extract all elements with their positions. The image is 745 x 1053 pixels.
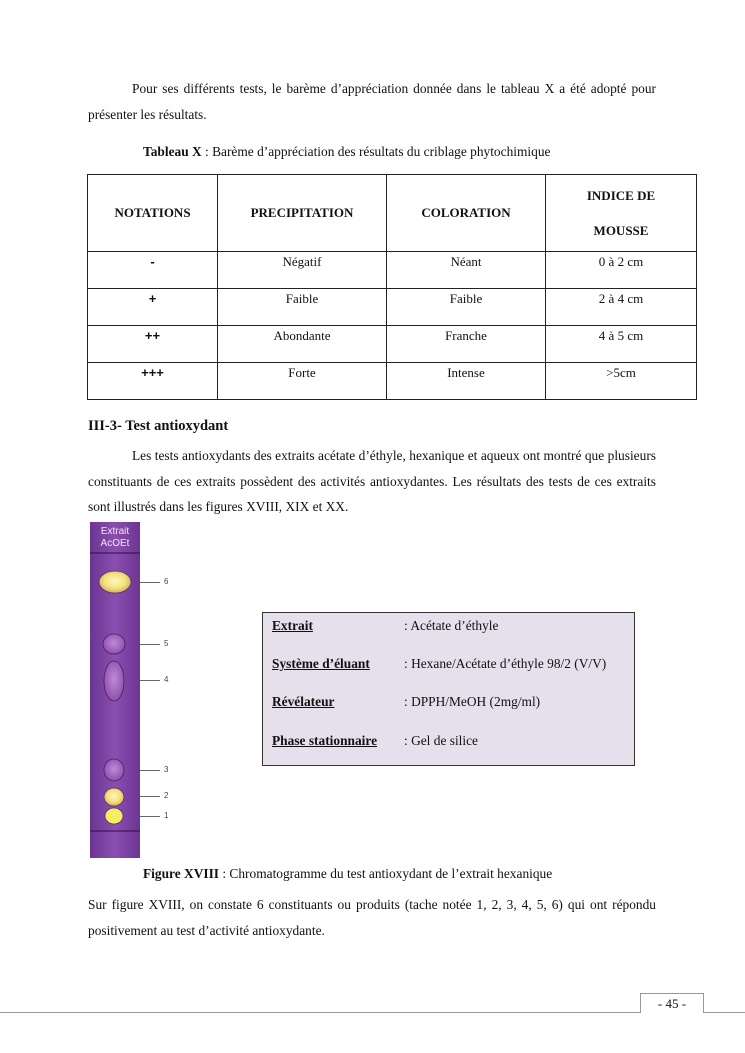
- spot-number-3: 3: [164, 765, 169, 774]
- spot-number-6: 6: [164, 577, 169, 586]
- spot-number-4: 4: [164, 675, 169, 684]
- info-key: Révélateur: [272, 694, 335, 709]
- cell-mousse: 2 à 4 cm: [546, 289, 697, 326]
- page-number: - 45 -: [640, 993, 704, 1013]
- spot-2: [104, 788, 124, 806]
- table-header-row: [88, 175, 697, 252]
- spot-6: [99, 571, 131, 593]
- info-key: Phase stationnaire: [272, 733, 378, 748]
- cell-coloration: Franche: [387, 326, 546, 363]
- cell-notation: -: [88, 252, 218, 289]
- intro-paragraph: Pour ses différents tests, le barème d’appréciation donnée dans le tableau X a été adopté pour présenter les résultats.: [88, 81, 656, 122]
- header-coloration: COLORATION: [387, 175, 546, 252]
- info-key: Système d’éluant: [272, 656, 370, 671]
- cell-coloration: Faible: [387, 289, 546, 326]
- info-value: : DPPH/MeOH (2mg/ml): [404, 694, 541, 709]
- spot-1: [105, 808, 123, 824]
- section-heading: III-3- Test antioxydant: [88, 418, 229, 434]
- cell-precipitation: Négatif: [218, 252, 387, 289]
- cell-mousse: >5cm: [546, 363, 697, 400]
- tlc-plate-image: [90, 522, 140, 858]
- table-row: [88, 252, 697, 289]
- plate-label-line2: AcOEt: [100, 538, 130, 549]
- tlc-spot-labels: [140, 522, 180, 858]
- tick-1: [140, 816, 160, 817]
- figure-caption-label: Figure XVIII: [143, 866, 220, 881]
- table-caption: [143, 144, 550, 160]
- spot-4: [104, 661, 124, 701]
- figure-caption-text: : Chromatogramme du test antioxydant de l’extrait hexanique: [219, 866, 553, 881]
- cell-precipitation: Faible: [218, 289, 387, 326]
- cell-precipitation: Forte: [218, 363, 387, 400]
- cell-notation: +: [88, 289, 218, 326]
- conclusion-paragraph: Sur figure XVIII, on constate 6 constituants ou produits (tache notée 1, 2, 3, 4, 5, 6) qui ont répondu positivement au test d’activité antioxydante.: [88, 897, 656, 938]
- table-caption-label: Tableau X: [143, 144, 202, 159]
- header-precipitation: PRECIPITATION: [218, 175, 387, 252]
- cell-mousse: 4 à 5 cm: [546, 326, 697, 363]
- spot-number-5: 5: [164, 639, 169, 648]
- figure-caption: [143, 866, 552, 882]
- cell-notation: +++: [88, 363, 218, 400]
- cell-coloration: Néant: [387, 252, 546, 289]
- spot-number-1: 1: [164, 811, 169, 820]
- tick-6: [140, 582, 160, 583]
- tick-5: [140, 644, 160, 645]
- info-value: : Hexane/Acétate d’éthyle 98/2 (V/V): [404, 656, 607, 671]
- tick-4: [140, 680, 160, 681]
- experiment-info-box: [262, 612, 635, 766]
- tick-3: [140, 770, 160, 771]
- cell-precipitation: Abondante: [218, 326, 387, 363]
- info-value: : Acétate d’éthyle: [404, 618, 499, 633]
- tick-2: [140, 796, 160, 797]
- table-row: [88, 363, 697, 400]
- cell-notation: ++: [88, 326, 218, 363]
- spot-3: [104, 759, 124, 781]
- info-value: : Gel de silice: [404, 733, 478, 748]
- table-row: [88, 289, 697, 326]
- header-mousse-line: MOUSSE: [593, 223, 649, 238]
- section-paragraph: Les tests antioxydants des extraits acétate d’éthyle, hexanique et aqueux ont montré que plusieurs constituants de ces extraits possèdent des activités antioxydantes. Les résultats des tests de ces extraits sont illustrés dans les figures XVIII, XIX et XX.: [88, 448, 656, 514]
- plate-label-line1: Extrait: [100, 526, 130, 537]
- header-indice-mousse: [546, 175, 697, 252]
- table-row: [88, 326, 697, 363]
- header-notations: NOTATIONS: [88, 175, 218, 252]
- cell-coloration: Intense: [387, 363, 546, 400]
- header-indice-line: INDICE DE: [586, 188, 656, 203]
- spot-number-2: 2: [164, 791, 169, 800]
- spot-5: [103, 634, 125, 654]
- info-key: Extrait: [272, 618, 313, 633]
- table-caption-text: : Barème d’appréciation des résultats du criblage phytochimique: [201, 144, 551, 159]
- cell-mousse: 0 à 2 cm: [546, 252, 697, 289]
- appreciation-table: [87, 174, 697, 400]
- footer-rule: [0, 1012, 745, 1013]
